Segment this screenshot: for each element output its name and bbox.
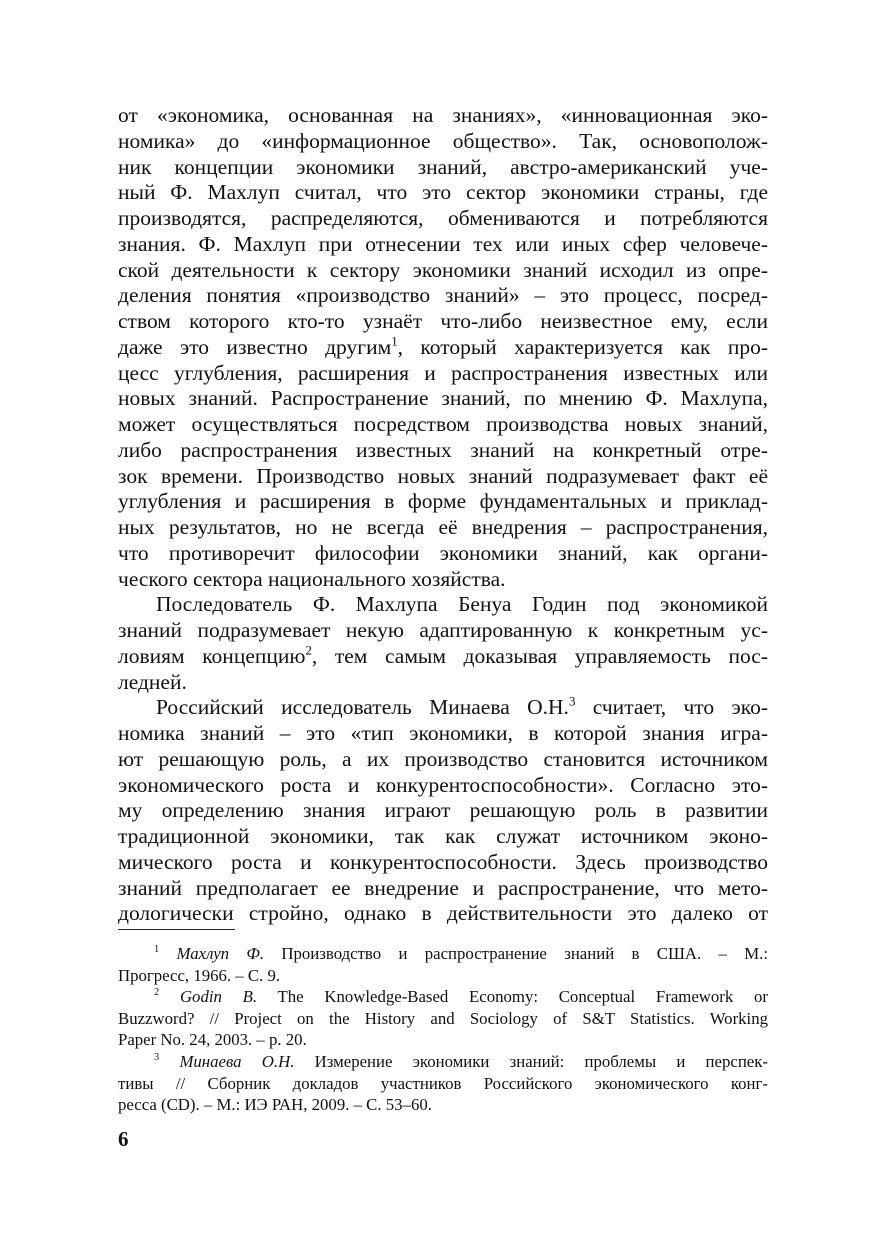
text-segment: от «экономика, основанная на знаниях», «инновационная эко- [118, 103, 768, 127]
text-segment: , который характеризуется как про- [397, 334, 768, 359]
text-line [118, 283, 768, 309]
text-line [118, 361, 768, 387]
footnote [118, 943, 768, 986]
text-line [118, 438, 768, 464]
text-line [118, 386, 768, 412]
footnote-marker: 1 [391, 334, 398, 349]
text-segment: Прогресс, 1966. – С. 9. [118, 965, 281, 985]
text-line [118, 1073, 768, 1095]
text-line [118, 206, 768, 232]
paragraph [118, 103, 768, 592]
footnote-marker: 2 [154, 987, 160, 999]
text-line [118, 489, 768, 515]
text-line [118, 670, 768, 696]
page-number: 6 [118, 1127, 129, 1151]
paragraph [118, 695, 768, 927]
text-segment [159, 1052, 179, 1071]
text-line [118, 258, 768, 284]
text-segment: ный Ф. Махлуп считал, что это сектор экономики страны, где [118, 180, 768, 205]
text-segment: знаний предполагает ее внедрение и распространение, что мето- [118, 875, 768, 900]
text-segment: ловиям концепцию [118, 643, 306, 668]
text-line [118, 232, 768, 258]
text-line [118, 901, 768, 927]
text-line [118, 876, 768, 902]
text-segment: считает, что эко- [575, 695, 768, 720]
text-line [118, 1094, 768, 1116]
text-segment [159, 944, 176, 963]
text-line [118, 695, 768, 721]
text-segment: даже это известно другим [118, 334, 392, 359]
text-segment: ют решающую роль, а их производство становится источником [118, 746, 768, 771]
footnote [118, 986, 768, 1051]
text-segment: номика знаний – это «тип экономики, в которой знания игра- [118, 721, 768, 745]
text-line [118, 986, 768, 1008]
footnote-divider [118, 929, 235, 930]
text-line [118, 1051, 768, 1073]
text-line [118, 592, 768, 618]
text-segment: Измерение экономики знаний: проблемы и перспек- [294, 1051, 768, 1071]
footnotes [118, 943, 768, 1116]
text-line [118, 618, 768, 644]
text-segment: ческого сектора национального хозяйства. [118, 566, 506, 591]
text-line [118, 464, 768, 490]
paragraph [118, 592, 768, 695]
text-line [118, 103, 768, 129]
text-segment: ской деятельности к сектору экономики знаний исходил из опре- [118, 257, 768, 282]
text-segment: зок времени. Производство новых знаний подразумевает факт её [118, 463, 768, 488]
author-name: Махлуп Ф. [176, 944, 265, 963]
text-line [118, 541, 768, 567]
text-segment: мического роста и конкурентоспособности. Здесь производство [118, 849, 768, 874]
text-segment: ных результатов, но не всегда её внедрения – распространения, [118, 515, 768, 539]
text-segment: ресса (CD). – М.: ИЭ РАН, 2009. – С. 53–60. [118, 1095, 432, 1115]
text-segment: углубления и расширения в форме фундаментальных и приклад- [118, 489, 768, 514]
text-line [118, 515, 768, 541]
text-segment: тивы // Сборник докладов участников Российского экономического конг- [118, 1073, 768, 1093]
text-line [118, 129, 768, 155]
text-segment: Buzzword? // Project on the History and Sociology of S&T Statistics. Working [118, 1008, 768, 1028]
text-line [118, 1029, 768, 1051]
footnote [118, 1051, 768, 1116]
author-name: Godin B. [179, 987, 258, 1007]
text-line [118, 567, 768, 593]
text-segment: номика» до «информационное общество». Так, основополож- [118, 128, 768, 153]
text-segment: может осуществляться посредством производства новых знаний, [118, 412, 768, 436]
text-segment: знания. Ф. Махлуп при отнесении тех или иных сфер человече- [118, 231, 768, 256]
text-line [118, 155, 768, 181]
text-segment: , тем самым доказывая управляемость пос- [311, 643, 768, 668]
text-segment: ством которого кто-то узнаёт что-либо неизвестное ему, если [118, 309, 768, 333]
text-segment: му определению знания играют решающую роль в развитии [118, 798, 768, 823]
text-line [118, 644, 768, 670]
footnote-marker: 2 [305, 643, 312, 658]
text-segment: традиционной экономики, так как служат источником эконо- [118, 824, 768, 848]
text-segment: Paper No. 24, 2003. – p. 20. [118, 1030, 307, 1050]
text-segment: ледней. [118, 669, 187, 694]
text-segment: производятся, распределяются, обмениваются и потребляются [118, 206, 768, 230]
text-segment: Последователь Ф. Махлупа Бенуа Годин под экономикой [156, 592, 768, 617]
text-line [118, 335, 768, 361]
text-line [118, 721, 768, 747]
text-segment: Производство и распространение знаний в США. – М.: [264, 944, 768, 963]
text-segment: что противоречит философии экономики знаний, как органи- [118, 540, 768, 565]
text-line [118, 1008, 768, 1030]
text-line [118, 824, 768, 850]
text-line [118, 943, 768, 965]
text-segment: экономического роста и конкурентоспособности». Согласно это- [118, 772, 768, 797]
text-line [118, 180, 768, 206]
text-segment: знаний подразумевает некую адаптированную к конкретным ус- [118, 618, 768, 642]
footnote-marker: 1 [154, 944, 160, 956]
text-line [118, 412, 768, 438]
author-name: Минаева О.Н. [179, 1051, 295, 1071]
text-line [118, 773, 768, 799]
body-text [118, 103, 768, 927]
text-segment: новых знаний. Распространение знаний, по мнению Ф. Махлупа, [118, 386, 768, 411]
text-segment: ник концепции экономики знаний, австро-американский уче- [118, 154, 768, 179]
text-line [118, 850, 768, 876]
text-line [118, 747, 768, 773]
text-line [118, 309, 768, 335]
text-line [118, 798, 768, 824]
text-segment: деления понятия «производство знаний» – это процесс, посред- [118, 283, 768, 308]
footnote-marker: 3 [568, 694, 576, 709]
footnote-marker: 3 [154, 1052, 160, 1064]
text-segment: Российский исследователь Минаева О.Н. [156, 695, 569, 720]
text-line [118, 965, 768, 987]
text-segment [159, 987, 180, 1006]
text-segment: цесс углубления, расширения и распространения известных или [118, 360, 768, 385]
text-segment: The Knowledge-Based Economy: Conceptual Framework or [257, 987, 768, 1007]
text-segment: либо распространения известных знаний на конкретный отре- [118, 437, 768, 462]
text-segment: дологически стройно, однако в действительности это далеко от [118, 901, 768, 926]
